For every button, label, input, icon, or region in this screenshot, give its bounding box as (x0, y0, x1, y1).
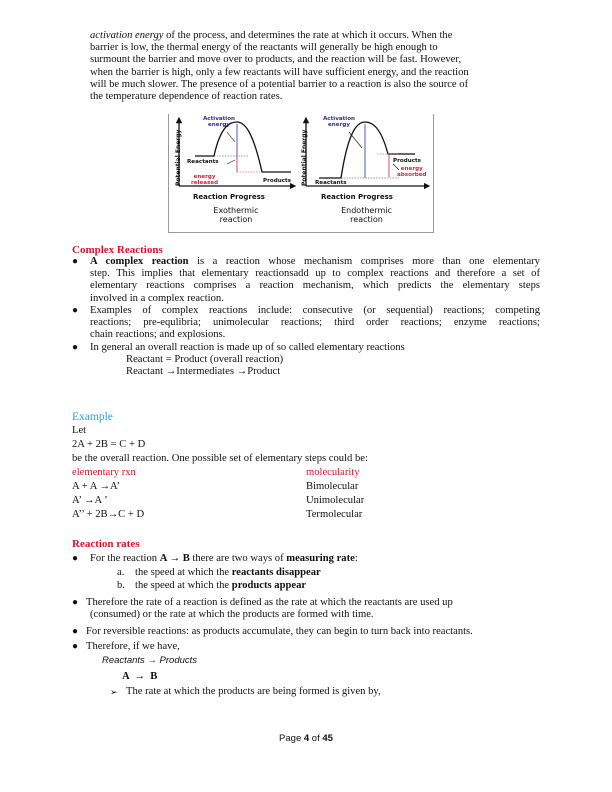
right-panel-title: Endothermic reaction (341, 206, 392, 224)
example-heading: Example (72, 411, 113, 423)
rates-sub-item-a: a. the speed at which the reactants disappear (117, 567, 321, 578)
intermediates-equation: Reactant →Intermediates →Product (126, 366, 281, 378)
rates-bullet-2: Therefore the rate of a reaction is defined as the rate at which the reactants are used up (consumed) or the rate at which the products are formed with time. (86, 597, 453, 621)
left-panel-title: Exothermic reaction (213, 206, 259, 224)
intro-line-5: will be much slower. The presence of a potential barrier to a reaction is also the source of (90, 78, 469, 90)
table-row: A + A →A’ Bimolecular (72, 481, 359, 492)
left-activation-label: Activation energy (202, 116, 236, 129)
table-row: A’’ + 2B→C + D Termolecular (72, 509, 363, 520)
rates-sub-item-b: b. the speed at which the products appear (117, 580, 307, 591)
left-energy-released-label: energy released (191, 174, 219, 187)
right-y-axis-label: Potential Energy (301, 129, 308, 186)
elementary-steps-table (72, 467, 392, 523)
left-x-axis-label: Reaction Progress (193, 193, 265, 201)
bullet-icon: ● (72, 597, 79, 608)
complex-reaction-term: A complex reaction (90, 256, 189, 267)
right-reactants-label: Reactants (315, 180, 347, 186)
left-reactants-label: Reactants (187, 159, 219, 165)
total-pages: 45 (322, 733, 333, 744)
right-products-label: Products (393, 158, 422, 164)
intro-paragraph (90, 30, 535, 103)
intro-line-1: activation energy of the process, and determines the rate at which it occurs. When the (90, 30, 453, 41)
left-products-label: Products (263, 178, 292, 184)
bullet-icon: ● (72, 626, 79, 637)
bullet-icon: ● (72, 641, 79, 652)
bullet-icon: ● (72, 342, 79, 353)
energy-profile-diagram (168, 114, 434, 233)
complex-reactions-heading: Complex Reactions (72, 244, 163, 256)
bullet-icon: ● (72, 305, 79, 316)
bullet-icon: ● (72, 256, 79, 267)
complex-bullet-1: A complex reaction is a reaction whose mechanism comprises more than one elementary step. This implies that elementary reactionsadd up to complex reactions and therefore a set of elementary reactions comprises a reaction mechanism, which predicts the elementary steps involved in a complex reaction. (90, 256, 540, 304)
table-header-row (72, 467, 392, 481)
right-energy-absorbed-label: energy absorbed (397, 166, 427, 179)
right-activation-label: Activation energy (322, 116, 356, 129)
rates-arrow-item: The rate at which the products are being formed is given by, (126, 686, 381, 697)
left-y-axis-label: Potential Energy (175, 129, 182, 186)
col-header-elementary-rxn: elementary rxn (72, 467, 136, 478)
activation-energy-term: activation energy (90, 30, 164, 41)
arrow-bullet-icon: ➢ (110, 687, 118, 697)
current-page-number: 4 (303, 733, 310, 744)
reaction-rates-heading: Reaction rates (72, 538, 140, 550)
bullet-icon: ● (72, 553, 79, 564)
page-footer: Page 4 of 45 (279, 733, 333, 744)
a-to-b-equation: A → B (122, 671, 158, 682)
right-x-axis-label: Reaction Progress (321, 193, 393, 201)
intro-line-4: when the barrier is high, only a few reactants will have sufficient energy, and the reaction (90, 66, 469, 78)
reactants-products-scheme: Reactants → Products (102, 655, 198, 666)
col-header-molecularity: molecularity (306, 467, 360, 478)
overall-reaction-equation: Reactant = Product (overall reaction) (126, 354, 284, 366)
intro-line-6: the temperature dependence of reaction rates. (90, 91, 283, 103)
example-overall-reaction: 2A + 2B = C + D (72, 439, 146, 450)
rates-bullet-4: Therefore, if we have, (86, 641, 180, 652)
intro-line-3: surmount the barrier and move over to products, and the reaction will be fast. However, (90, 54, 462, 66)
intro-line-2: barrier is low, the thermal energy of the reactants will generally be high enough to (90, 42, 438, 54)
complex-bullet-3: In general an overall reaction is made up of so called elementary reactions Reactant = Product (overall reaction) Reactant →Intermediates →Product (90, 342, 540, 379)
complex-bullet-2: Examples of complex reactions include: consecutive (or sequential) reactions; competing reactions; pre-equlibria; unimolecular reactions; third order reactions; enzyme reactions; chain reactions; and explosions. (90, 305, 540, 341)
rates-bullet-3: For reversible reactions: as products accumulate, they can begin to turn back into reactants. (86, 626, 473, 637)
rates-bullet-1: For the reaction A → B there are two ways of measuring rate: (90, 553, 358, 564)
example-let: Let (72, 425, 87, 436)
table-row: A’ →A ’ Unimolecular (72, 495, 365, 506)
example-description: be the overall reaction. One possible set of elementary steps could be: (72, 453, 368, 464)
